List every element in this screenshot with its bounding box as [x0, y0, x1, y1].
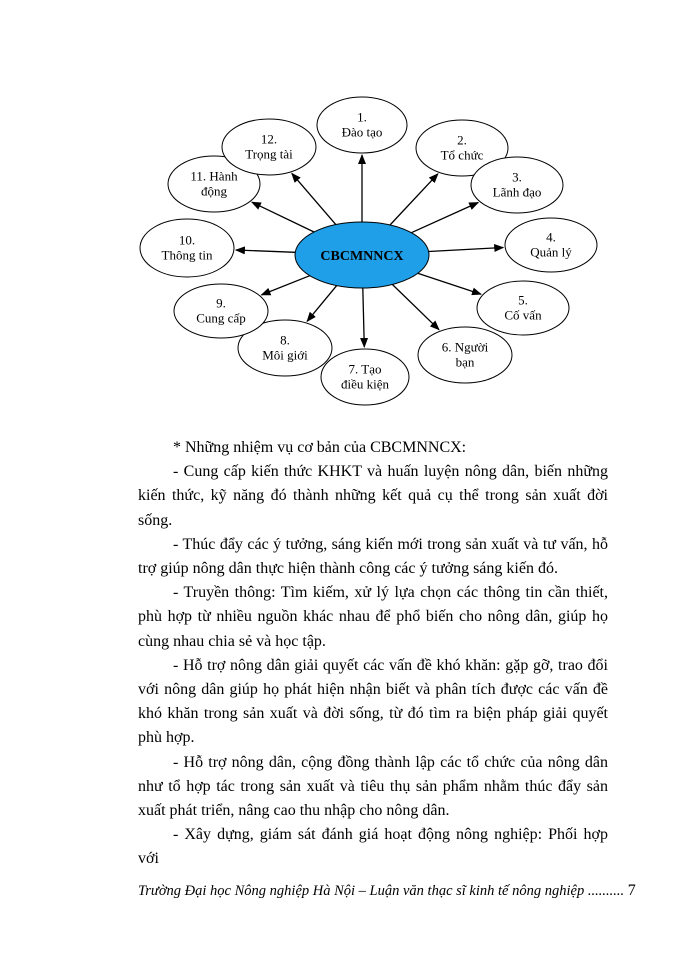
arrow-to-node-5	[418, 273, 481, 294]
node-label-line: 8.	[280, 332, 290, 348]
node-label-line: điều kiện	[340, 376, 390, 392]
node-label-line: 4.	[546, 229, 556, 245]
node-label-line: Thông tin	[161, 247, 213, 263]
arrow-to-node-8	[307, 286, 337, 322]
diagram-node-9	[174, 284, 268, 338]
center-node	[295, 222, 429, 288]
arrow-to-node-3	[411, 203, 478, 233]
page-footer	[138, 882, 636, 900]
node-label-line: 11. Hành	[190, 168, 238, 184]
diagram-node-6	[418, 327, 512, 383]
node-label-line: 9.	[216, 295, 226, 311]
node-label-line: 1.	[357, 109, 367, 125]
arrow-to-node-9	[262, 276, 310, 295]
arrow-to-node-7	[363, 288, 365, 347]
paragraph-3: - Truyền thông: Tìm kiếm, xử lý lựa chọn các thông tin cần thiết, phù hợp từ nhiều nguồn khác nhau để phổ biến cho nông dân, giúp họ cùng nhau chia sẻ và học tập.	[138, 584, 608, 650]
diagram-node-1	[317, 97, 407, 153]
node-label-line: 12.	[260, 131, 278, 147]
diagram-node-5	[477, 281, 569, 335]
node-label-line: Cung cấp	[196, 310, 246, 326]
paragraph-6: - Xây dựng, giám sát đánh giá hoạt động nông nghiệp: Phối hợp với	[138, 826, 608, 868]
body-text	[138, 436, 608, 872]
node-label-line: Trọng tài	[245, 146, 293, 162]
arrow-to-node-10	[236, 250, 295, 252]
paragraph-1: - Cung cấp kiến thức KHKT và huấn luyện nông dân, biến những kiến thức, kỹ năng đó thành những kết quả cụ thể trong sản xuất đời sống.	[138, 463, 608, 529]
arrow-to-node-11	[252, 202, 314, 232]
diagram-node-3	[471, 157, 563, 213]
paragraph-2: - Thúc đẩy các ý tưởng, sáng kiến mới trong sản xuất và tư vấn, hỗ trợ giúp nông dân thực hiện thành công các ý tưởng sáng kiến đó.	[138, 535, 608, 578]
diagram-node-4	[505, 218, 597, 272]
center-label: CBCMNNCX	[320, 249, 404, 264]
node-label-line: động	[201, 183, 227, 199]
footer-text: Trường Đại học Nông nghiệp Hà Nội – Luận văn thạc sĩ kinh tế nông nghiệp ..........	[138, 883, 625, 899]
arrow-to-node-2	[390, 174, 438, 225]
paragraph-5: - Hỗ trợ nông dân, cộng đồng thành lập các tổ chức của nông dân như tổ hợp tác trong sản xuất và tiêu thụ sản phẩm nhằm thúc đẩy sản xuất phát triển, nâng cao thu nhập cho nông dân.	[138, 753, 608, 820]
node-label-line: Đào tạo	[341, 124, 383, 140]
arrow-to-node-12	[292, 173, 336, 224]
node-label-line: 3.	[512, 169, 522, 185]
node-label-line: Lãnh đạo	[492, 184, 542, 200]
arrow-to-node-6	[392, 284, 439, 329]
node-label-line: bạn	[455, 354, 475, 370]
node-label-line: Quản lý	[530, 244, 572, 260]
node-label-line: 5.	[518, 292, 528, 308]
node-label-line: Cố vấn	[504, 307, 542, 323]
node-label-line: 6. Người	[441, 339, 489, 355]
page-number: 7	[627, 882, 636, 899]
diagram-node-10	[140, 219, 234, 277]
node-label-line: 7. Tạo	[348, 361, 382, 377]
arrow-to-node-4	[429, 248, 504, 252]
section-heading: * Những nhiệm vụ cơ bản của CBCMNNCX:	[173, 439, 467, 456]
diagram-node-12	[222, 119, 316, 175]
node-label-line: 10.	[178, 232, 196, 248]
node-label-line: Môi giới	[262, 347, 308, 363]
role-diagram	[0, 0, 700, 420]
node-label-line: 2.	[457, 132, 467, 148]
diagram-node-7	[321, 349, 409, 405]
paragraph-4: - Hỗ trợ nông dân giải quyết các vấn đề khó khăn: gặp gỡ, trao đổi với nông dân giúp họ phát hiện nhận biết và phân tích được các vấn đề khó khăn trong sản xuất và đời sống, từ đó tìm ra biện pháp giải quyết phù hợp.	[138, 656, 608, 747]
node-label-line: Tổ chức	[440, 147, 484, 163]
